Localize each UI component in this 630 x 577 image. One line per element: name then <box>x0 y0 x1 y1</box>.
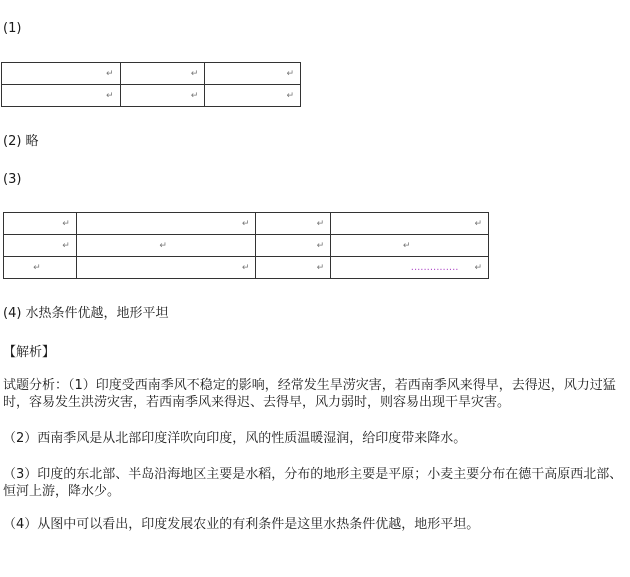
table-cell: ↵ <box>4 213 77 235</box>
table-cell: ↵ <box>256 257 331 279</box>
table-row <box>2 85 301 107</box>
analysis-heading: 【解析】 <box>3 345 56 360</box>
analysis-paragraph-4: （4）从图中可以看出，印度发展农业的有利条件是这里水热条件优越，地形平坦。 <box>3 517 480 532</box>
table-row <box>2 63 301 85</box>
question-2-answer: (2) 略 <box>3 134 39 149</box>
answer-table-3 <box>3 212 489 279</box>
table-cell: ↵ <box>256 235 331 257</box>
table-cell: ↵ <box>76 213 256 235</box>
question-4-answer: (4) 水热条件优越，地形平坦 <box>3 306 169 321</box>
table-cell: ↵ <box>2 63 121 85</box>
analysis-paragraph-3: （3）印度的东北部、半岛沿海地区主要是水稻，分布的地形主要是平原；小麦主要分布在德干高原西北部、恒河上游，降水少。 <box>3 467 623 499</box>
table-cell: ↵ <box>76 257 256 279</box>
table-cell: ↵ <box>205 85 301 107</box>
table-cell: ↵ <box>331 235 489 257</box>
table-row <box>4 235 489 257</box>
table-row <box>4 213 489 235</box>
table-cell: ↵ <box>120 63 205 85</box>
table-cell: ↵ <box>256 213 331 235</box>
question-1-label: (1) <box>3 21 22 36</box>
question-3-label: (3) <box>3 172 22 187</box>
table-cell: ↵ <box>76 235 256 257</box>
table-cell: ↵ <box>4 257 77 279</box>
table-cell: ↵ <box>120 85 205 107</box>
analysis-paragraph-2: （2）西南季风是从北部印度洋吹向印度，风的性质温暖湿润，给印度带来降水。 <box>3 431 467 446</box>
analysis-paragraph-1: 试题分析：（1）印度受西南季风不稳定的影响，经常发生旱涝灾害，若西南季风来得早，去得迟，风力过猛时，容易发生洪涝灾害，若西南季风来得迟、去得早，风力弱时，则容易出现干旱灾害。 <box>3 378 616 410</box>
table-cell: ↵ <box>2 85 121 107</box>
table-row <box>4 257 489 279</box>
answer-table-1 <box>1 62 301 107</box>
table-cell: ............... ↵ <box>331 257 489 279</box>
table-cell: ↵ <box>4 235 77 257</box>
table-cell: ↵ <box>205 63 301 85</box>
table-cell: ↵ <box>331 213 489 235</box>
dotted-blank: ............... <box>410 262 459 273</box>
